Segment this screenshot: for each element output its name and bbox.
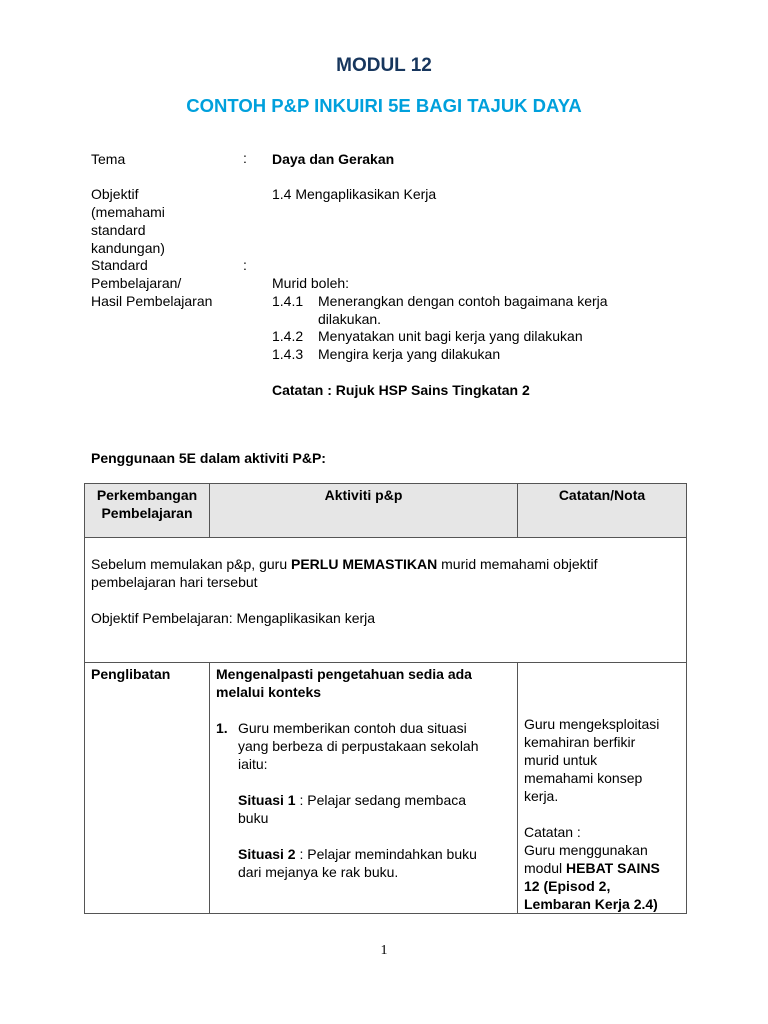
page-number: 1 xyxy=(380,943,388,958)
tema-colon: : xyxy=(243,150,247,166)
objektif-label: Objektif (memahami standard kandungan) xyxy=(91,186,165,256)
header-aktiviti: Aktiviti p&p xyxy=(210,484,518,538)
section-heading: Penggunaan 5E dalam aktiviti P&P: xyxy=(91,450,326,466)
objektif-value: 1.4 Mengaplikasikan Kerja xyxy=(272,186,437,202)
table-row-penglibatan xyxy=(85,663,687,914)
outcome-1: 1.4.1 Menerangkan dengan contoh bagaimana kerja dilakukan. xyxy=(272,293,608,327)
note-cell: Guru mengeksploitasi kemahiran berfikir murid untuk memahami konsep kerja. Catatan : Guru menggunakan modul HEBAT SAINS 12 (Episod 2, Lembaran Kerja 2.4) xyxy=(518,663,687,914)
document-subtitle: CONTOH P&P INKUIRI 5E BAGI TAJUK DAYA xyxy=(186,95,582,116)
standard-label: Standard Pembelajaran/ Hasil Pembelajaran xyxy=(91,257,213,309)
table-row-intro xyxy=(85,538,687,663)
outcome-2: 1.4.2 Menyatakan unit bagi kerja yang dilakukan xyxy=(272,328,583,344)
catatan-note: Catatan : Rujuk HSP Sains Tingkatan 2 xyxy=(272,382,530,398)
document-title: MODUL 12 xyxy=(336,55,432,76)
intro-cell: Sebelum memulakan p&p, guru PERLU MEMASTIKAN murid memahami objektif pembelajaran hari tersebut Objektif Pembelajaran: Mengaplikasikan kerja xyxy=(85,538,687,663)
header-catatan: Catatan/Nota xyxy=(518,484,687,538)
murid-boleh: Murid boleh: xyxy=(272,275,350,291)
stage-cell: Penglibatan xyxy=(85,663,210,914)
standard-colon: : xyxy=(243,257,247,273)
tema-value: Daya dan Gerakan xyxy=(272,151,395,167)
activity-cell: Mengenalpasti pengetahuan sedia ada melalui konteks 1. Guru memberikan contoh dua situasi yang berbeza di perpustakaan sekolah iaitu: Situasi 1 : Pelajar sedang membaca buku Situasi 2 : Pelajar memindahkan buku dari mejanya ke rak buku. xyxy=(210,663,518,914)
table-header-row xyxy=(85,484,687,538)
header-perkembangan: Perkembangan Pembelajaran xyxy=(85,484,210,538)
outcome-3: 1.4.3 Mengira kerja yang dilakukan xyxy=(272,346,501,362)
tema-label: Tema xyxy=(91,151,126,167)
activity-table xyxy=(84,483,687,914)
